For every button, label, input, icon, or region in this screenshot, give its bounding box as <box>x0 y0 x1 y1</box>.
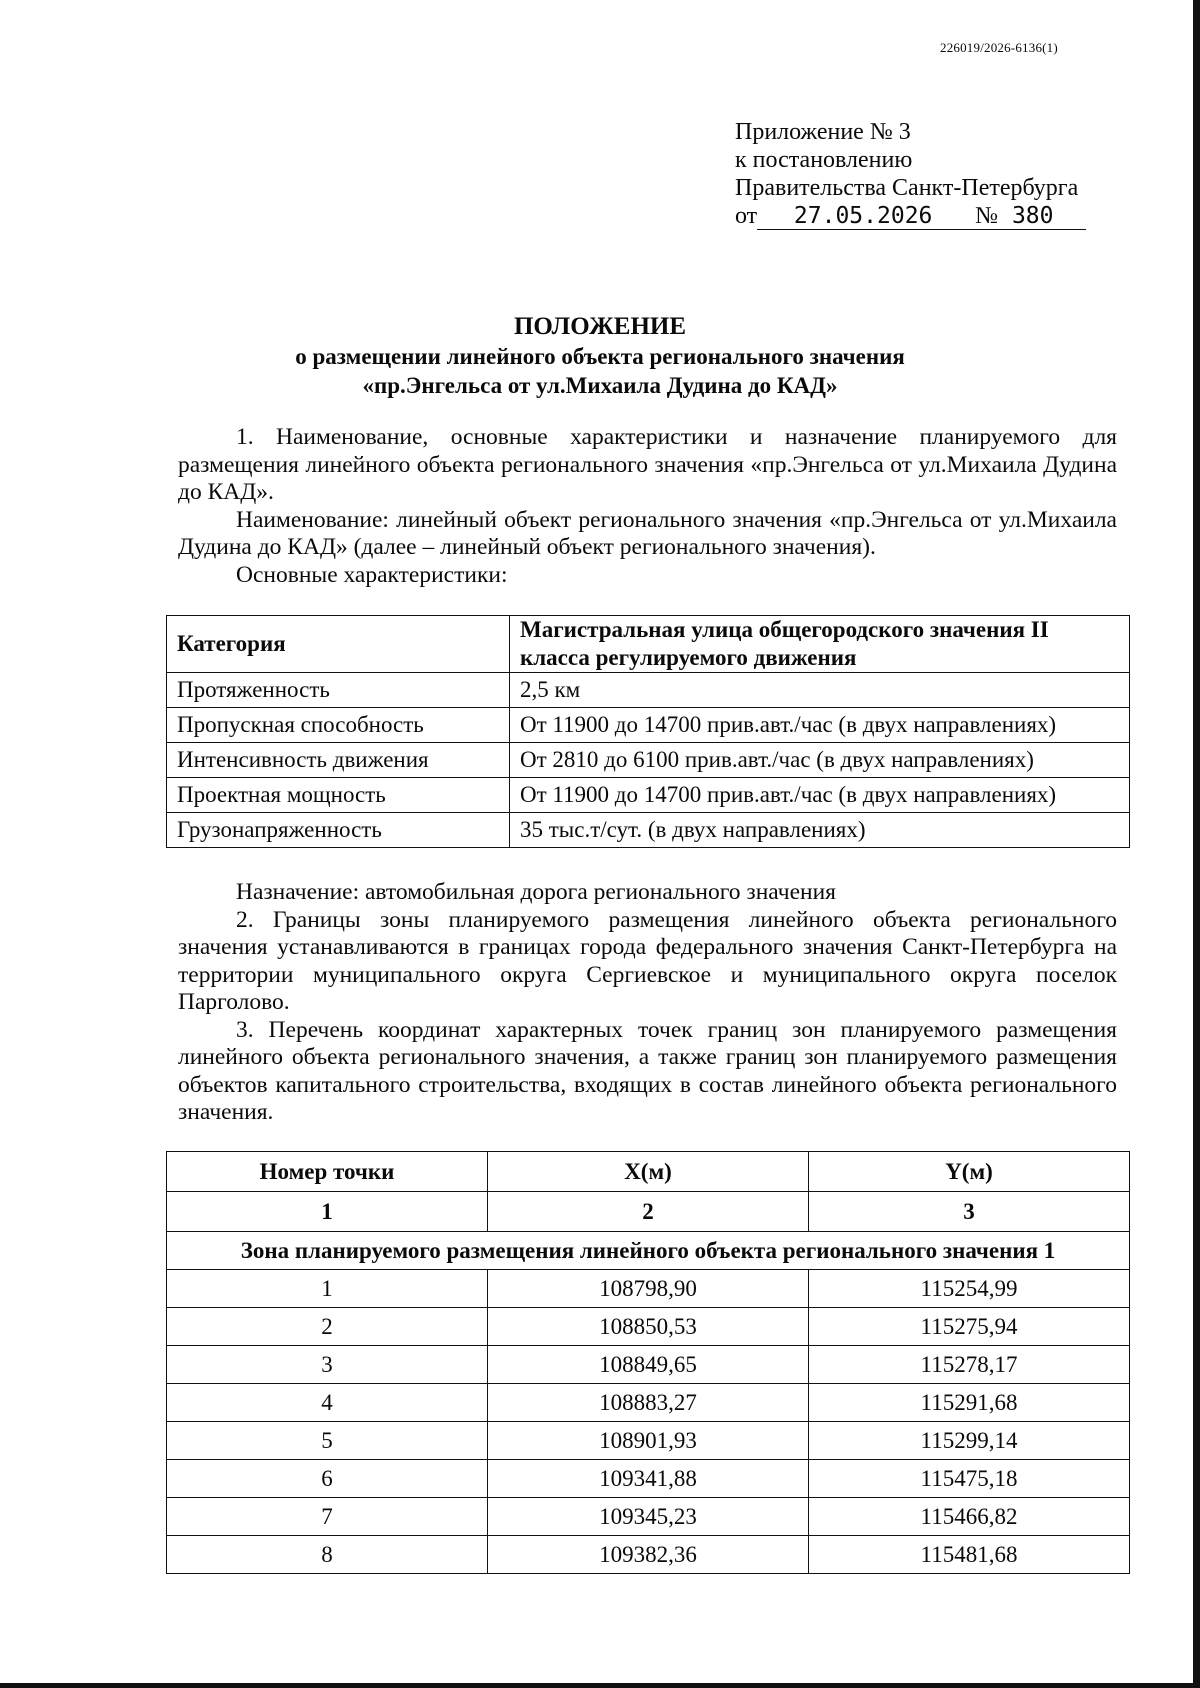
number-prefix: № <box>975 203 999 229</box>
appendix-line3: Правительства Санкт-Петербурга <box>735 175 1079 201</box>
point-number: 7 <box>167 1498 488 1536</box>
decree-number-field <box>969 203 1086 230</box>
section1-paragraph3: Основные характеристики: <box>236 561 508 588</box>
document-title <box>0 312 1200 400</box>
point-x: 108883,27 <box>488 1384 809 1422</box>
point-y: 115291,68 <box>809 1384 1130 1422</box>
point-y: 115275,94 <box>809 1308 1130 1346</box>
table-row <box>167 778 1130 813</box>
scan-border-bottom <box>0 1683 1200 1688</box>
characteristics-header-row <box>167 616 1130 673</box>
column-number: 2 <box>488 1192 809 1232</box>
column-numbers-row <box>167 1192 1130 1232</box>
point-number: 4 <box>167 1384 488 1422</box>
point-x: 108798,90 <box>488 1270 809 1308</box>
point-x: 108849,65 <box>488 1346 809 1384</box>
table-row <box>167 813 1130 848</box>
table-row <box>167 1460 1130 1498</box>
characteristic-label: Проектная мощность <box>167 778 510 813</box>
characteristic-value: От 11900 до 14700 прив.авт./час (в двух направлениях) <box>510 708 1130 743</box>
title-line2: о размещении линейного объекта регионального значения <box>295 344 905 369</box>
point-y: 115475,18 <box>809 1460 1130 1498</box>
appendix-block <box>735 118 1086 230</box>
characteristic-value: От 11900 до 14700 прив.авт./час (в двух направлениях) <box>510 778 1130 813</box>
point-x: 109341,88 <box>488 1460 809 1498</box>
point-y: 115254,99 <box>809 1270 1130 1308</box>
purpose-paragraph: Назначение: автомобильная дорога регионального значения <box>236 879 836 905</box>
coordinates-header-row <box>167 1152 1130 1192</box>
point-x: 108850,53 <box>488 1308 809 1346</box>
point-number: 2 <box>167 1308 488 1346</box>
section1-text <box>178 424 1117 589</box>
decree-number: 380 <box>1011 203 1054 229</box>
table-row <box>167 1346 1130 1384</box>
characteristic-label: Грузонапряженность <box>167 813 510 848</box>
appendix-title: Приложение № 3 <box>735 119 911 145</box>
point-y: 115481,68 <box>809 1536 1130 1574</box>
table-row <box>167 743 1130 778</box>
section2-text <box>178 879 1117 1127</box>
column-number: 3 <box>809 1192 1130 1232</box>
header-x: X(м) <box>488 1152 809 1192</box>
point-y: 115466,82 <box>809 1498 1130 1536</box>
coordinates-table <box>166 1151 1130 1574</box>
title-heading: ПОЛОЖЕНИЕ <box>513 313 687 340</box>
section1-paragraph2: Наименование: линейный объект регионального значения «пр.Энгельса от ул.Михаила Дудина до КАД» (далее – линейный объект регионального значения). <box>178 506 1117 560</box>
date-prefix: от <box>735 203 758 229</box>
point-number: 8 <box>167 1536 488 1574</box>
column-number: 1 <box>167 1192 488 1232</box>
point-x: 109382,36 <box>488 1536 809 1574</box>
point-y: 115278,17 <box>809 1346 1130 1384</box>
point-x: 109345,23 <box>488 1498 809 1536</box>
table-row <box>167 1536 1130 1574</box>
zone-title-row <box>167 1232 1130 1270</box>
point-number: 1 <box>167 1270 488 1308</box>
section1-paragraph1: 1. Наименование, основные характеристики и назначение планируемого для размещения линейного объекта регионального значения «пр.Энгельса от ул.Михаила Дудина до КАД». <box>178 424 1117 505</box>
coordinates-intro-paragraph: 3. Перечень координат характерных точек границ зон планируемого размещения линейного объекта регионального значения, а также границ зон планируемого размещения объектов капитального строительства, входящих в состав линейного объекта регионального значения. <box>178 1016 1117 1125</box>
boundaries-paragraph: 2. Границы зоны планируемого размещения линейного объекта регионального значения устанавливаются в границах города федерального значения Санкт-Петербурга на территории муниципального округа Сергиевское и муниципального округа поселок Парголово. <box>178 906 1117 1015</box>
decree-date: 27.05.2026 <box>757 203 969 230</box>
characteristic-label: Пропускная способность <box>167 708 510 743</box>
appendix-line2: к постановлению <box>735 147 913 173</box>
characteristic-value: 35 тыс.т/сут. (в двух направлениях) <box>510 813 1130 848</box>
characteristic-label: Протяженность <box>167 673 510 708</box>
table-row <box>167 708 1130 743</box>
point-number: 5 <box>167 1422 488 1460</box>
table-row <box>167 1422 1130 1460</box>
characteristic-label: Интенсивность движения <box>167 743 510 778</box>
table-row <box>167 673 1130 708</box>
characteristics-header-label: Категория <box>167 616 510 673</box>
point-number: 3 <box>167 1346 488 1384</box>
title-line3: «пр.Энгельса от ул.Михаила Дудина до КАД» <box>362 373 838 398</box>
point-x: 108901,93 <box>488 1422 809 1460</box>
point-number: 6 <box>167 1460 488 1498</box>
appendix-date-row <box>735 202 1086 230</box>
header-point-number: Номер точки <box>167 1152 488 1192</box>
point-y: 115299,14 <box>809 1422 1130 1460</box>
characteristics-header-value: Магистральная улица общегородского значения II класса регулируемого движения <box>510 616 1130 673</box>
characteristic-value: От 2810 до 6100 прив.авт./час (в двух направлениях) <box>510 743 1130 778</box>
table-row <box>167 1498 1130 1536</box>
table-row <box>167 1384 1130 1422</box>
table-row <box>167 1270 1130 1308</box>
characteristic-value: 2,5 км <box>510 673 1130 708</box>
document-number: 226019/2026-6136(1) <box>940 40 1058 55</box>
table-row <box>167 1308 1130 1346</box>
zone-title: Зона планируемого размещения линейного объекта регионального значения 1 <box>167 1232 1130 1270</box>
characteristics-table <box>166 615 1130 848</box>
header-y: Y(м) <box>809 1152 1130 1192</box>
scan-border-right <box>1193 0 1200 1688</box>
